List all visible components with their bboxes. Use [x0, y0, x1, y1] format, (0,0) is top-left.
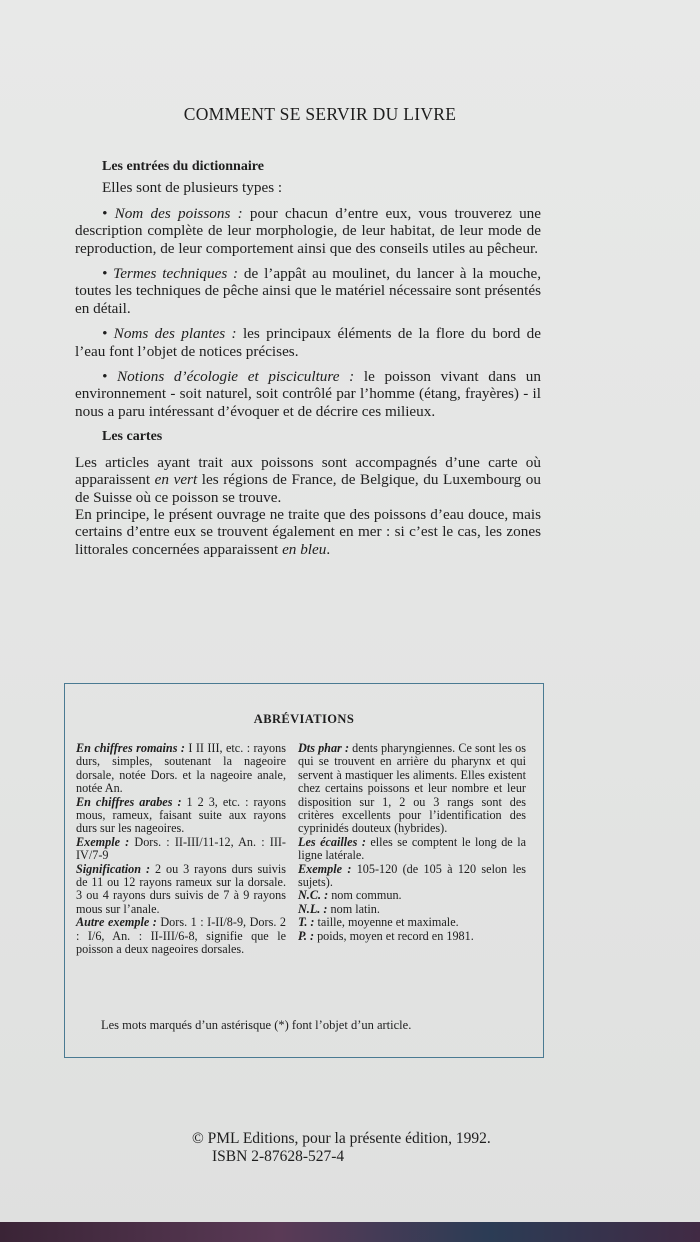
entry-item-fish	[75, 205, 541, 257]
abbr-text: nom commun.	[328, 888, 402, 903]
abbr-entry	[76, 836, 286, 863]
maps-paragraph-1	[75, 454, 541, 506]
entry-item-plants	[75, 325, 541, 360]
text-run-italic: en vert	[154, 471, 198, 489]
entry-text: pour chacun d’entre eux, vous trouverez une description complète de leur morphologie, de leur habitat, de leur mode de reproduction, de leur comportement ainsi que des conseils utiles au pêcheur.	[75, 204, 542, 257]
text-run: les régions de France, de Belgique, du Luxembourg ou de Suisse où ce poisson se trouve.	[75, 471, 541, 506]
asterisk-note: Les mots marqués d’un astérisque (*) font l’objet d’un article.	[101, 1018, 412, 1032]
abbr-entry	[76, 742, 286, 796]
abbr-text: I II III, etc. : rayons durs, simples, soutenant la nageoire dorsale, notée Dors. et la nageoire anale, notée An.	[76, 741, 286, 796]
maps-paragraph-2	[75, 506, 541, 558]
abbr-text: 1 2 3, etc. : rayons mous, rameux, faisant suite aux rayons durs sur les nageoires.	[76, 794, 286, 836]
abbr-label: Dts phar :	[298, 741, 350, 755]
abbr-text: 105-120 (de 105 à 120 selon les sujets).	[298, 861, 526, 890]
abbr-text: Dors. 1 : I-II/8-9, Dors. 2 : I/6, An. : II-III/6-8, signifie que le poisson a deux nageoires dorsales.	[76, 915, 286, 957]
entries-heading: Les entrées du dictionnaire	[102, 159, 264, 174]
abbreviations-title: ABRÉVIATIONS	[253, 712, 355, 726]
abbr-label: N.C. :	[298, 888, 329, 903]
entry-item-techniques	[75, 265, 541, 317]
abbr-label: Exemple :	[76, 834, 130, 849]
abbr-text: nom latin.	[327, 901, 380, 916]
abbreviations-right-column	[298, 742, 526, 943]
entry-label: • Nom des poissons :	[102, 204, 243, 222]
page-title: COMMENT SE SERVIR DU LIVRE	[183, 104, 457, 124]
abbr-text: Dors. : II-III/11-12, An. : III-IV/7-9	[76, 834, 286, 863]
abbr-text: 2 ou 3 rayons durs suivis de 11 ou 12 rayons rameux sur la dorsale. 3 ou 4 rayons durs suivis de 7 à 9 rayons mous sur l’anale.	[76, 861, 286, 916]
abbr-entry	[298, 903, 526, 916]
isbn-line: ISBN 2-87628-527-4	[212, 1148, 345, 1165]
entry-text: de l’appât au moulinet, du lancer à la mouche, toutes les techniques de pêche ainsi que le matériel nécessaire sont présentés en détail.	[75, 265, 541, 317]
abbr-entry	[76, 796, 286, 836]
abbr-entry	[298, 863, 526, 890]
abbr-label: En chiffres arabes :	[76, 794, 182, 809]
abbreviations-left-column	[76, 742, 286, 957]
abbr-label: P. :	[298, 928, 315, 943]
abbr-text: poids, moyen et record en 1981.	[314, 928, 474, 943]
abbr-entry	[76, 916, 286, 956]
abbr-label: Exemple :	[298, 861, 352, 876]
entry-label: • Notions d’écologie et pisciculture :	[102, 368, 355, 386]
abbr-label: N.L. :	[298, 901, 328, 916]
entry-text: le poisson vivant dans un environnement - soit naturel, soit contrôlé par l’homme (étang, frayères) - il nous a paru intéressant d’évoquer et de décrire ces milieux.	[75, 368, 541, 420]
abbr-text: taille, moyenne et maximale.	[314, 915, 459, 930]
abbr-text: dents pharyngiennes. Ce sont les os qui se trouvent en arrière du pharynx et qui servent à mastiquer les aliments. Elles existent chez certains poissons et leur nombre et leur disposition sur 1, 2 ou 3 rangs sont des critères excellents pour l’identification des cyprinidés douteux (hybrides).	[298, 741, 527, 836]
maps-heading: Les cartes	[102, 429, 163, 445]
copyright-line: © PML Editions, pour la présente édition, 1992.	[192, 1130, 491, 1147]
entries-intro: Elles sont de plusieurs types :	[102, 179, 283, 197]
content-body	[75, 158, 541, 566]
abbr-entry	[298, 930, 526, 943]
entry-item-ecology	[75, 368, 541, 420]
abbr-label: T. :	[298, 915, 315, 930]
abbr-label: Les écailles :	[298, 834, 366, 849]
abbr-entry	[298, 916, 526, 929]
text-run: En principe, le présent ouvrage ne traite que des poissons d’eau douce, mais certains d’entre eux se trouvent également en mer : si c’est le cas, les zones littorales concernées apparaissent	[75, 505, 541, 558]
abbr-entry	[76, 863, 286, 917]
entry-label: • Noms des plantes :	[102, 325, 237, 343]
text-run: .	[326, 540, 331, 558]
abbr-entry	[298, 742, 526, 836]
abbr-label: Signification :	[76, 861, 151, 876]
background-strip	[0, 1222, 700, 1242]
text-run-italic: en bleu	[282, 540, 327, 558]
abbr-entry	[298, 889, 526, 902]
text-run: Les articles ayant trait aux poissons sont accompagnés d’une carte où apparaissent	[75, 453, 541, 489]
entry-text: les principaux éléments de la flore du bord de l’eau font l’objet de notices précises.	[75, 325, 542, 360]
entry-label: • Termes techniques :	[102, 265, 239, 283]
abbr-entry	[298, 836, 526, 863]
abbr-text: elles se comptent le long de la ligne latérale.	[298, 834, 526, 863]
abbr-label: Autre exemple :	[76, 915, 157, 930]
abbr-label: En chiffres romains :	[76, 741, 185, 755]
abbreviations-box	[64, 683, 544, 1058]
